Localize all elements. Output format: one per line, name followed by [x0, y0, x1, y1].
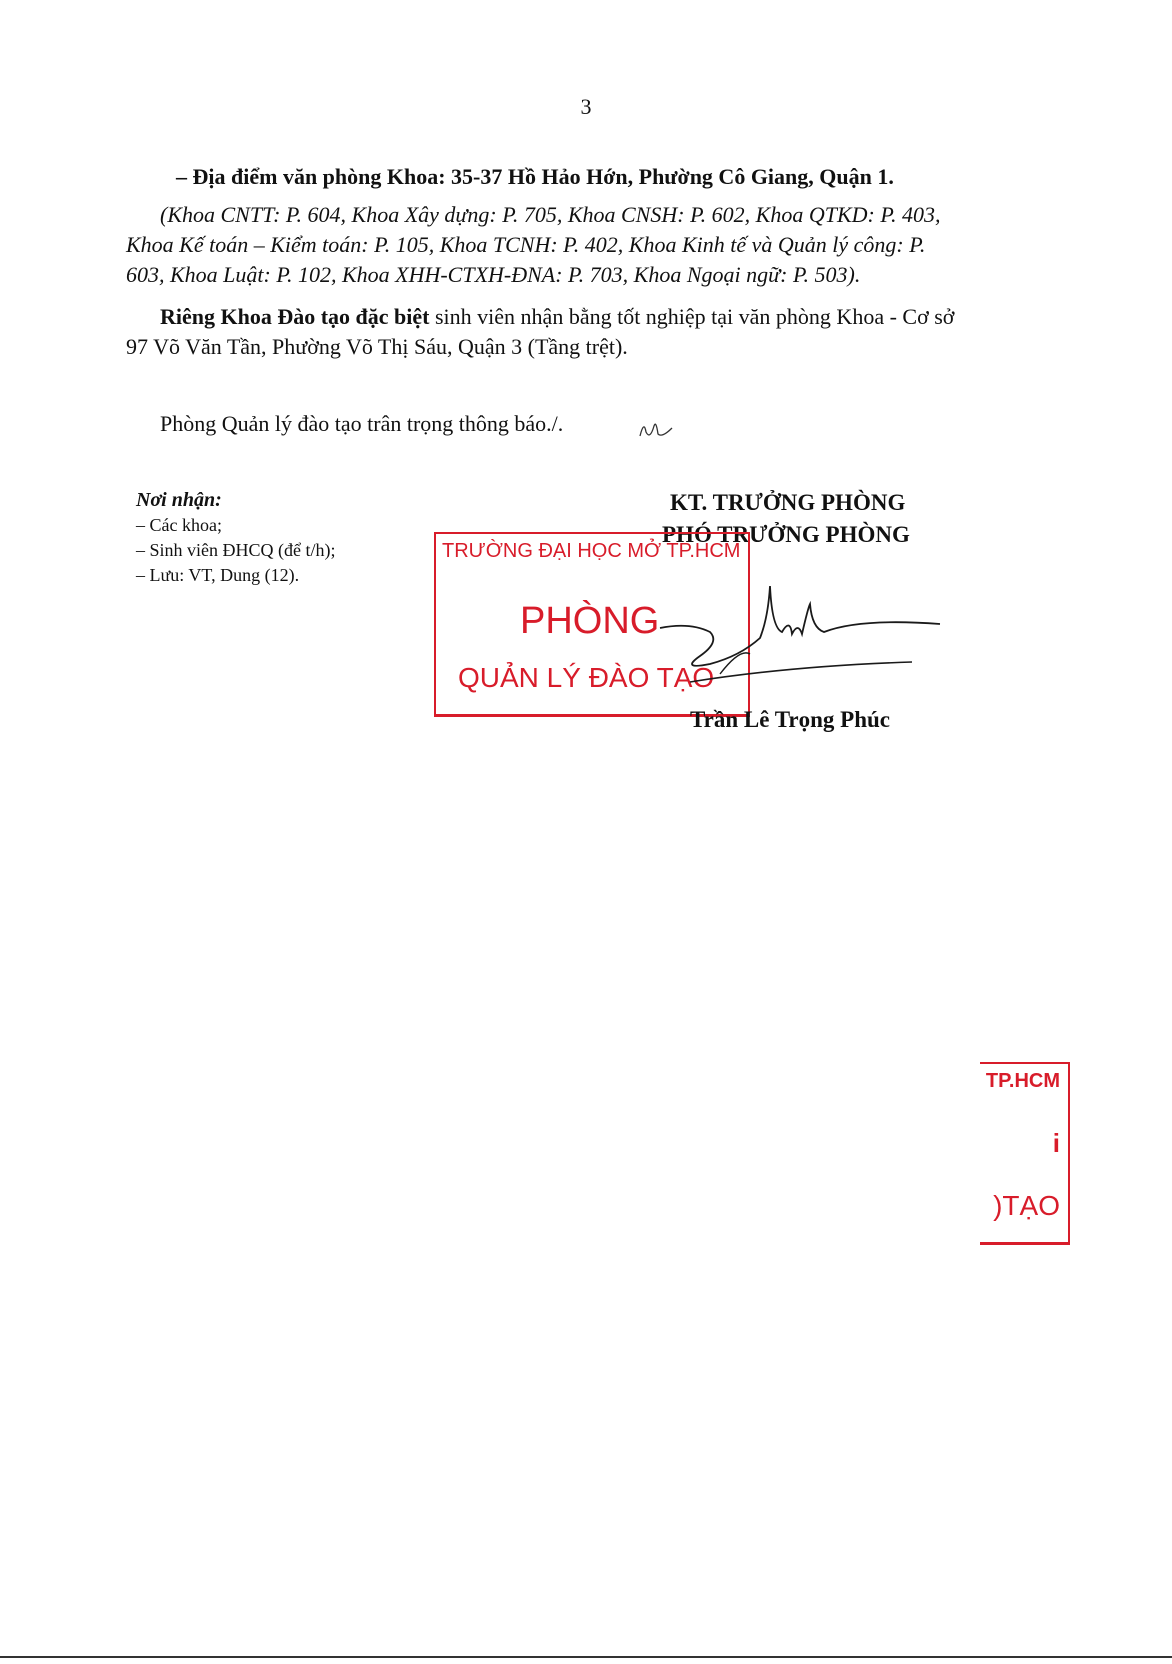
recipient-item: – Các khoa;: [136, 515, 222, 535]
special-faculty-address: 97 Võ Văn Tần, Phường Võ Thị Sáu, Quận 3 (Tầng trệt).: [126, 334, 628, 359]
office-location-line: – Địa điểm văn phòng Khoa: 35-37 Hồ Hảo Hớn, Phường Cô Giang, Quận 1.: [176, 164, 894, 189]
signature-title-2: PHÓ TRƯỞNG PHÒNG: [662, 522, 910, 547]
partial-stamp-middle: i: [1052, 1128, 1060, 1158]
partial-stamp: [980, 1062, 1070, 1245]
special-faculty-text: sinh viên nhận bằng tốt nghiệp tại văn phòng Khoa - Cơ sở: [429, 304, 955, 329]
signature-title-1: KT. TRƯỞNG PHÒNG: [670, 490, 906, 515]
page-number: 3: [580, 94, 592, 119]
stamp-department-name: QUẢN LÝ ĐÀO TẠO: [458, 662, 715, 693]
closing-statement: Phòng Quản lý đào tạo trân trọng thông báo./.: [160, 411, 564, 436]
stamp-department: PHÒNG: [520, 600, 660, 642]
rooms-line-2: Khoa Kế toán – Kiểm toán: P. 105, Khoa TCNH: P. 402, Khoa Kinh tế và Quản lý công: P.: [126, 232, 926, 257]
special-faculty-name: Riêng Khoa Đào tạo đặc biệt: [160, 304, 430, 329]
partial-stamp-bottom: )TẠO: [993, 1190, 1060, 1221]
handwritten-signature: [640, 578, 950, 708]
special-faculty-line: [160, 302, 1060, 332]
signer-name: Trần Lê Trọng Phúc: [690, 707, 890, 732]
bottom-edge-line: [0, 1656, 1172, 1658]
rooms-line-1: (Khoa CNTT: P. 604, Khoa Xây dựng: P. 705, Khoa CNSH: P. 602, Khoa QTKD: P. 403,: [160, 202, 941, 227]
recipient-item: – Sinh viên ĐHCQ (để t/h);: [136, 540, 336, 560]
recipient-item: – Lưu: VT, Dung (12).: [136, 565, 300, 585]
recipients-block: [136, 488, 336, 588]
recipients-heading: Nơi nhận:: [136, 489, 222, 511]
rooms-line-3: 603, Khoa Luật: P. 102, Khoa XHH-CTXH-ĐNA: P. 703, Khoa Ngoại ngữ: P. 503).: [126, 262, 861, 287]
partial-stamp-top: TP.HCM: [985, 1070, 1060, 1092]
stamp-university: TRƯỜNG ĐẠI HỌC MỞ TP.HCM: [442, 540, 741, 562]
initials-mark: [636, 414, 676, 444]
